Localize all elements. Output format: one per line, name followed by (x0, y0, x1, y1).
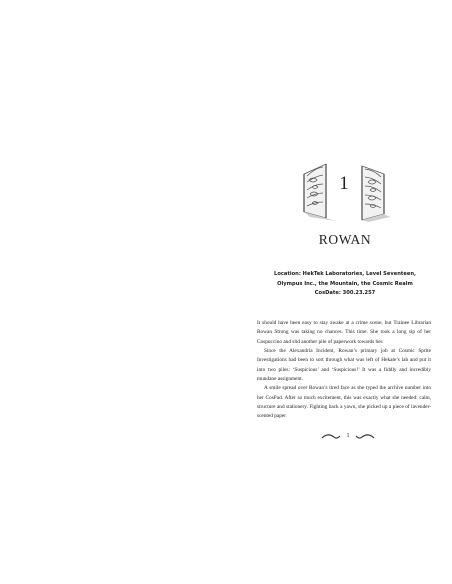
paragraph: A smile spread over Rowan’s tired face as she typed the archive number into her CosPad. After so much excitement, this was exactly what she needed: calm, structure and stationery. Fighting back a yawn, she picked up a piece of lavender-scented paper (257, 385, 431, 420)
location-heading (258, 270, 433, 299)
chapter-body (257, 319, 431, 422)
location-line: Olympus Inc., the Mountain, the Cosmic Realm (277, 280, 413, 287)
page-number: 1 (346, 433, 350, 439)
chapter-title: ROWAN (318, 232, 372, 247)
paragraph: Since the Alexandria Incident, Rowan’s primary job at Cosmic Sprite Investigations had been to sort through what was left of Hekate’s lab and put it into two piles: ‘Suspicious’ and ‘Suspicious!’ It was a fiddly and incredibly mundane assignment. (257, 348, 431, 383)
chapter-number: 1 (339, 173, 349, 194)
cosdate-line: CosDate: 300.23.257 (314, 290, 376, 296)
paragraph: It should have been easy to stay awake at a crime scene, but Trainee Librarian Rowan Strong was taking no chances. This time. She took a long sip of her Cospuccino and slid another pile of paperwork towards her. (257, 320, 431, 345)
location-line: Location: HekTek Laboratories, Level Seventeen, (274, 271, 416, 277)
